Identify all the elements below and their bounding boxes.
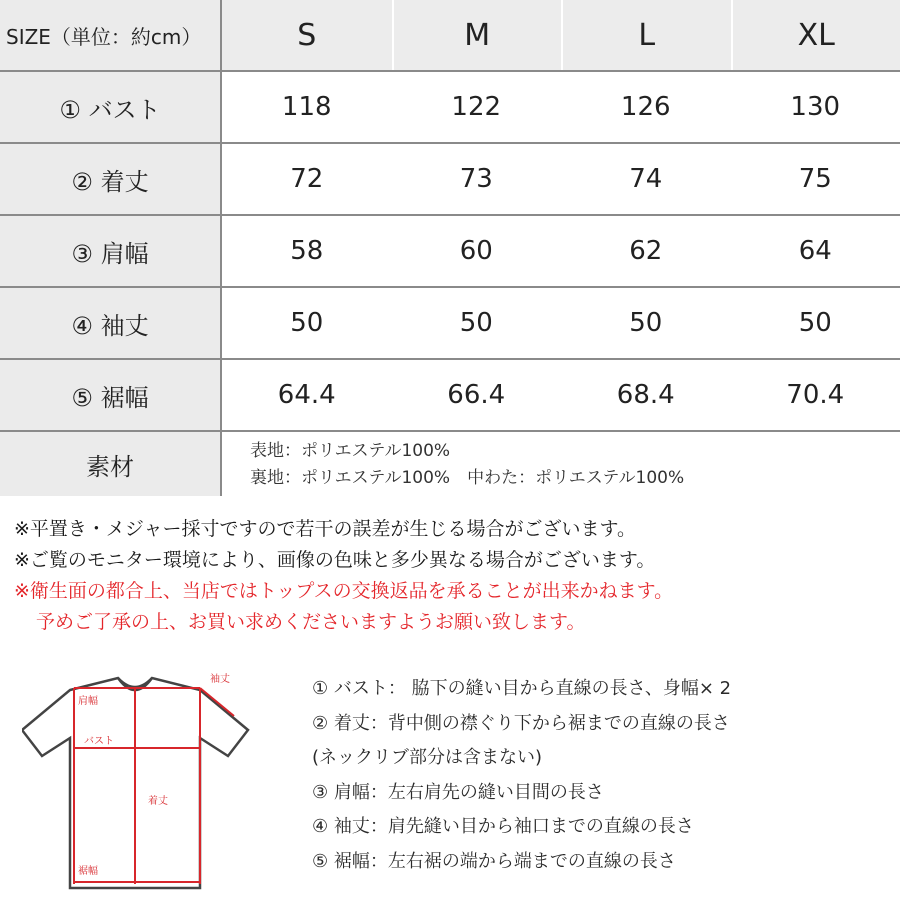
table-cell: 74 xyxy=(629,164,663,194)
table-cell: 50 xyxy=(459,308,493,338)
table-cell: 75 xyxy=(798,164,832,194)
table-cell: 122 xyxy=(451,92,502,122)
note-measurement-error: ※平置き・メジャー採寸ですので若干の誤差が生じる場合がございます。 xyxy=(14,518,637,540)
sleeve-label: 袖丈 xyxy=(210,674,230,685)
table-row-hem xyxy=(0,360,900,432)
note-no-returns: ※衛生面の都合上、当店ではトップスの交換返品を承ることが出来かねます。 xyxy=(14,580,674,602)
material-text xyxy=(222,432,684,496)
size-header-xl: XL xyxy=(731,0,900,70)
table-cell: 60 xyxy=(459,236,493,266)
shoulder-label: 肩幅 xyxy=(78,696,98,707)
row-label: ① バスト xyxy=(0,72,222,142)
measurement-notes xyxy=(312,672,731,879)
table-cell: 118 xyxy=(281,92,332,122)
material-label: 素材 xyxy=(0,432,222,496)
note-monitor-color: ※ご覧のモニター環境により、画像の色味と多少異なる場合がございます。 xyxy=(14,549,656,571)
table-row-material xyxy=(0,432,900,496)
size-header-label: SIZE（単位：約cm） xyxy=(0,0,222,70)
table-cell: 72 xyxy=(290,164,324,194)
measure-length-note: (ネックリブ部分は含まない) xyxy=(312,747,543,768)
row-label: ⑤ 裾幅 xyxy=(0,360,222,430)
table-cell: 58 xyxy=(290,236,324,266)
measure-sleeve: ④ 袖丈：肩先縫い目から袖口までの直線の長さ xyxy=(312,816,694,837)
table-row-shoulder xyxy=(0,216,900,288)
table-row-sleeve xyxy=(0,288,900,360)
table-cell: 73 xyxy=(459,164,493,194)
table-cell: 62 xyxy=(629,236,663,266)
measure-hem: ⑤ 裾幅：左右裾の端から端までの直線の長さ xyxy=(312,850,676,872)
material-line-inner: 裏地：ポリエステル100% 中わた：ポリエステル100% xyxy=(250,468,685,488)
note-acknowledge: 予めご了承の上、お買い求めくださいますようお願い致します。 xyxy=(36,611,586,633)
table-cell: 126 xyxy=(620,92,671,122)
notes xyxy=(14,514,673,638)
bust-label: バスト xyxy=(84,736,114,747)
table-cell: 130 xyxy=(790,92,841,122)
material-line-outer: 表地：ポリエステル100% xyxy=(250,441,451,461)
table-cell: 50 xyxy=(629,308,663,338)
tshirt-illustration xyxy=(22,668,252,892)
table-cell: 64.4 xyxy=(277,380,336,410)
table-cell: 66.4 xyxy=(447,380,506,410)
table-cell: 68.4 xyxy=(616,380,675,410)
length-label: 着丈 xyxy=(148,796,168,807)
measure-bust: ① バスト： 脇下の縫い目から直線の長さ、身幅× 2 xyxy=(312,678,732,699)
size-header-l: L xyxy=(561,0,731,70)
hem-label: 裾幅 xyxy=(78,866,98,877)
table-cell: 50 xyxy=(290,308,324,338)
table-cell: 70.4 xyxy=(786,380,845,410)
measure-shoulder: ③ 肩幅：左右肩先の縫い目間の長さ xyxy=(312,781,604,803)
table-row-length xyxy=(0,144,900,216)
size-header-s: S xyxy=(297,17,317,53)
size-header-m: M xyxy=(392,0,562,70)
table-header-row xyxy=(0,0,900,72)
table-cell: 50 xyxy=(798,308,832,338)
measure-length: ② 着丈：背中側の襟ぐり下から裾までの直線の長さ xyxy=(312,712,730,734)
table-cell: 64 xyxy=(798,236,832,266)
row-label: ③ 肩幅 xyxy=(0,216,222,286)
row-label: ④ 袖丈 xyxy=(0,288,222,358)
table-row-bust xyxy=(0,72,900,144)
tshirt-diagram xyxy=(22,668,252,892)
row-label: ② 着丈 xyxy=(0,144,222,214)
